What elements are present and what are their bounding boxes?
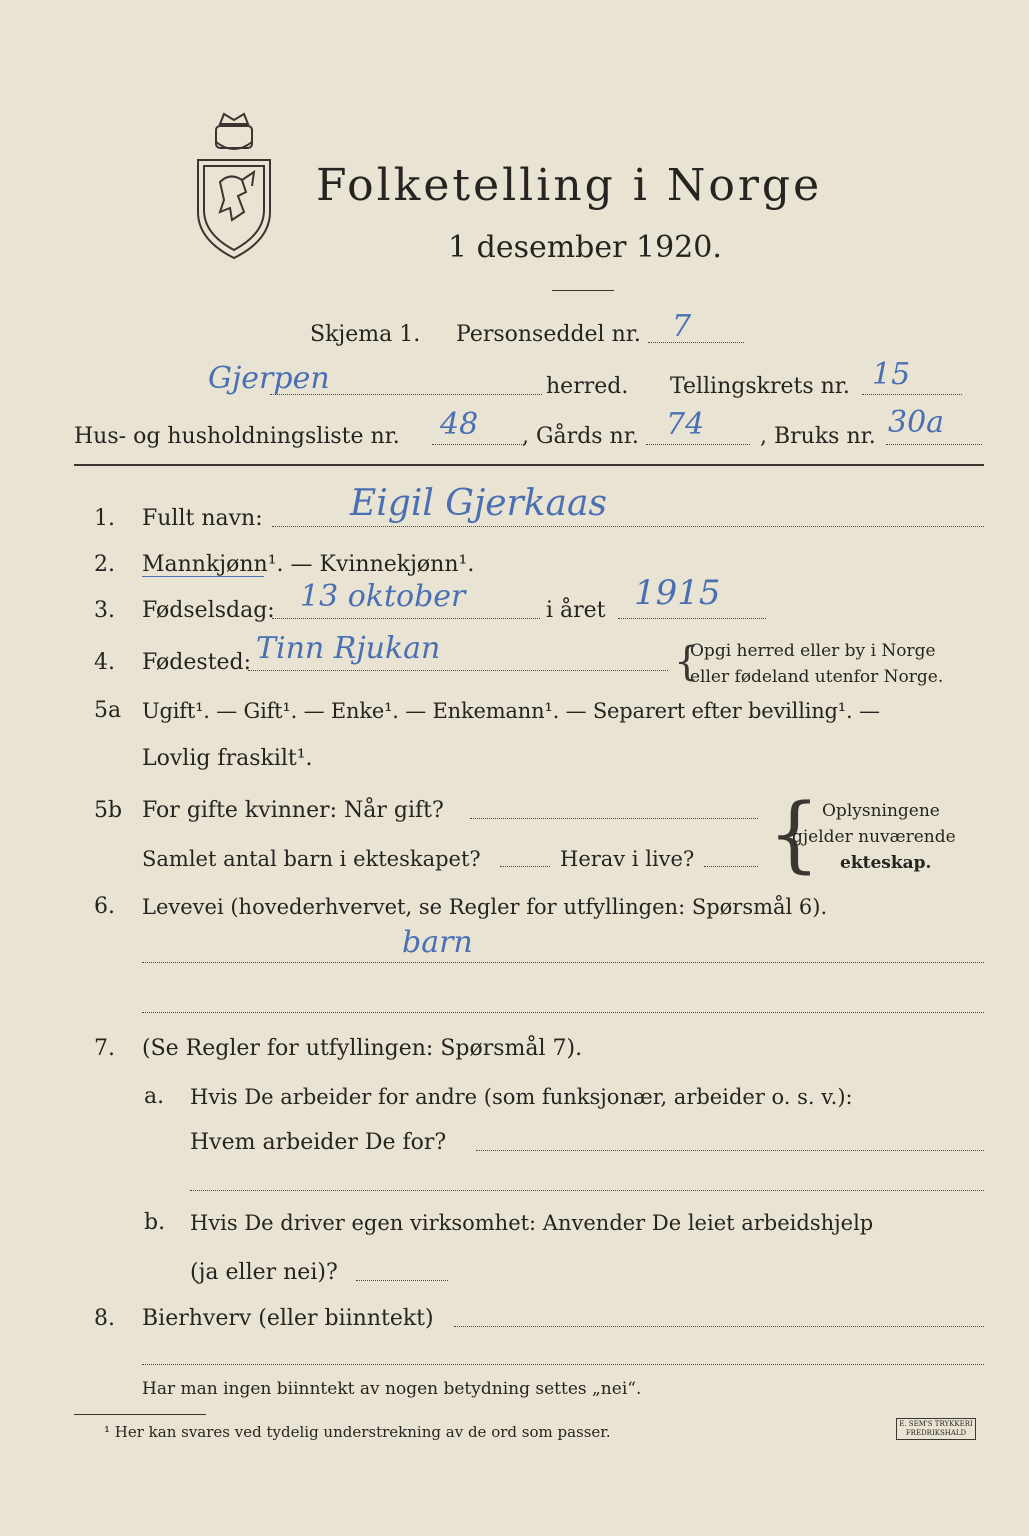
q7b-letter: b. [144,1210,166,1235]
tellingskrets-label: Tellingskrets nr. [670,374,850,399]
q5a-number: 5a [94,698,122,723]
q5b-live-line [704,866,758,867]
tellingskrets-line [862,394,962,395]
hus-value[interactable]: 48 [440,407,479,442]
q1-value[interactable]: Eigil Gjerkaas [350,483,607,524]
mannkjonn-underline [142,576,264,577]
hus-label: Hus- og husholdningsliste nr. [74,424,400,449]
skjema-label: Skjema 1. [310,322,421,347]
q7a-extra-line [190,1190,984,1191]
personseddel-line [648,342,744,343]
q3-year-line [618,618,766,619]
q5b-line1: For gifte kvinner: Når gift? [142,798,444,823]
bruks-label: , Bruks nr. [760,424,876,449]
q3-day-line [272,618,540,619]
q4-note-brace: { [674,639,700,685]
q7a-line [476,1150,984,1151]
bruks-value[interactable]: 30a [888,405,945,440]
q3-year-value[interactable]: 1915 [634,573,721,613]
gards-line [646,444,750,445]
q5b-gift-line [470,818,758,819]
q2-label: Mannkjønn¹. — Kvinnekjønn¹. [142,552,475,577]
q5a-line1: Ugift¹. — Gift¹. — Enke¹. — Enkemann¹. — Separert efter bevilling¹. — [142,699,880,723]
q5a-line2: Lovlig fraskilt¹. [142,746,313,771]
q3-day-value[interactable]: 13 oktober [300,579,466,614]
q4-number: 4. [94,650,115,675]
footnote-rule [74,1414,206,1415]
herred-value[interactable]: Gjerpen [208,361,330,396]
q8-line [454,1326,984,1327]
q1-number: 1. [94,506,115,531]
q7-label: (Se Regler for utfyllingen: Spørsmål 7). [142,1036,583,1061]
herred-line [270,394,542,395]
q4-value[interactable]: Tinn Rjukan [256,631,441,666]
q3-number: 3. [94,598,115,623]
q5b-line2b: Herav i live? [560,847,695,871]
header-rule [74,464,984,466]
q2-number: 2. [94,552,115,577]
q5b-note-brace: { [768,787,821,882]
q7-number: 7. [94,1036,115,1061]
q4-label: Fødested: [142,650,252,675]
gards-value[interactable]: 74 [666,407,705,442]
bruks-line [886,444,982,445]
herred-label: herred. [546,374,629,399]
q5b-number: 5b [94,798,123,823]
gards-label: , Gårds nr. [522,424,639,449]
q5b-note-line1: Oplysningene [822,801,940,821]
q4-note-line2: eller fødeland utenfor Norge. [690,667,944,687]
personseddel-label: Personseddel nr. [456,322,641,347]
q7a-line1: Hvis De arbeider for andre (som funksjonær, arbeider o. s. v.): [190,1085,853,1109]
q7b-line [356,1280,448,1281]
form-date: 1 desember 1920. [448,230,722,265]
q5b-line2a: Samlet antal barn i ekteskapet? [142,847,481,871]
q8-label: Bierhverv (eller biinntekt) [142,1306,434,1331]
q4-note-line1: Opgi herred eller by i Norge [690,641,936,661]
q1-label: Fullt navn: [142,506,263,531]
q6-label: Levevei (hovederhvervet, se Regler for utfyllingen: Spørsmål 6). [142,895,828,919]
footer-note: Har man ingen biinntekt av nogen betydning settes „nei“. [142,1379,642,1399]
q6-line1 [142,962,984,963]
q5b-note-line3: ekteskap. [840,853,932,873]
q1-line [272,526,984,527]
printer-stamp [896,1418,976,1440]
footnote: ¹ Her kan svares ved tydelig understrekning av de ord som passer. [104,1423,611,1441]
q7a-letter: a. [144,1084,165,1109]
q5b-barn-line [500,866,550,867]
title-divider [552,290,614,291]
q6-value[interactable]: barn [402,925,473,960]
tellingskrets-value[interactable]: 15 [872,357,911,392]
form-title: Folketelling i Norge [316,160,823,211]
q3-year-label: i året [546,598,606,623]
stamp-line2: FREDRIKSHALD [905,1429,967,1437]
q6-number: 6. [94,894,115,919]
q3-label: Fødselsdag: [142,598,275,623]
stamp-line1: E. SEM'S TRYKKERI [899,1420,973,1428]
personseddel-value[interactable]: 7 [672,309,692,344]
q7a-line2: Hvem arbeider De for? [190,1130,447,1155]
q7b-line1: Hvis De driver egen virksomhet: Anvender De leiet arbeidshjelp [190,1211,874,1235]
q7b-line2: (ja eller nei)? [190,1260,338,1285]
q5b-note-line2: gjelder nuværende [792,827,956,847]
q6-line2 [142,1012,984,1013]
q8-extra-line [142,1364,984,1365]
hus-line [432,444,524,445]
q8-number: 8. [94,1306,115,1331]
q4-line [248,670,668,671]
coat-of-arms-icon [190,112,278,262]
